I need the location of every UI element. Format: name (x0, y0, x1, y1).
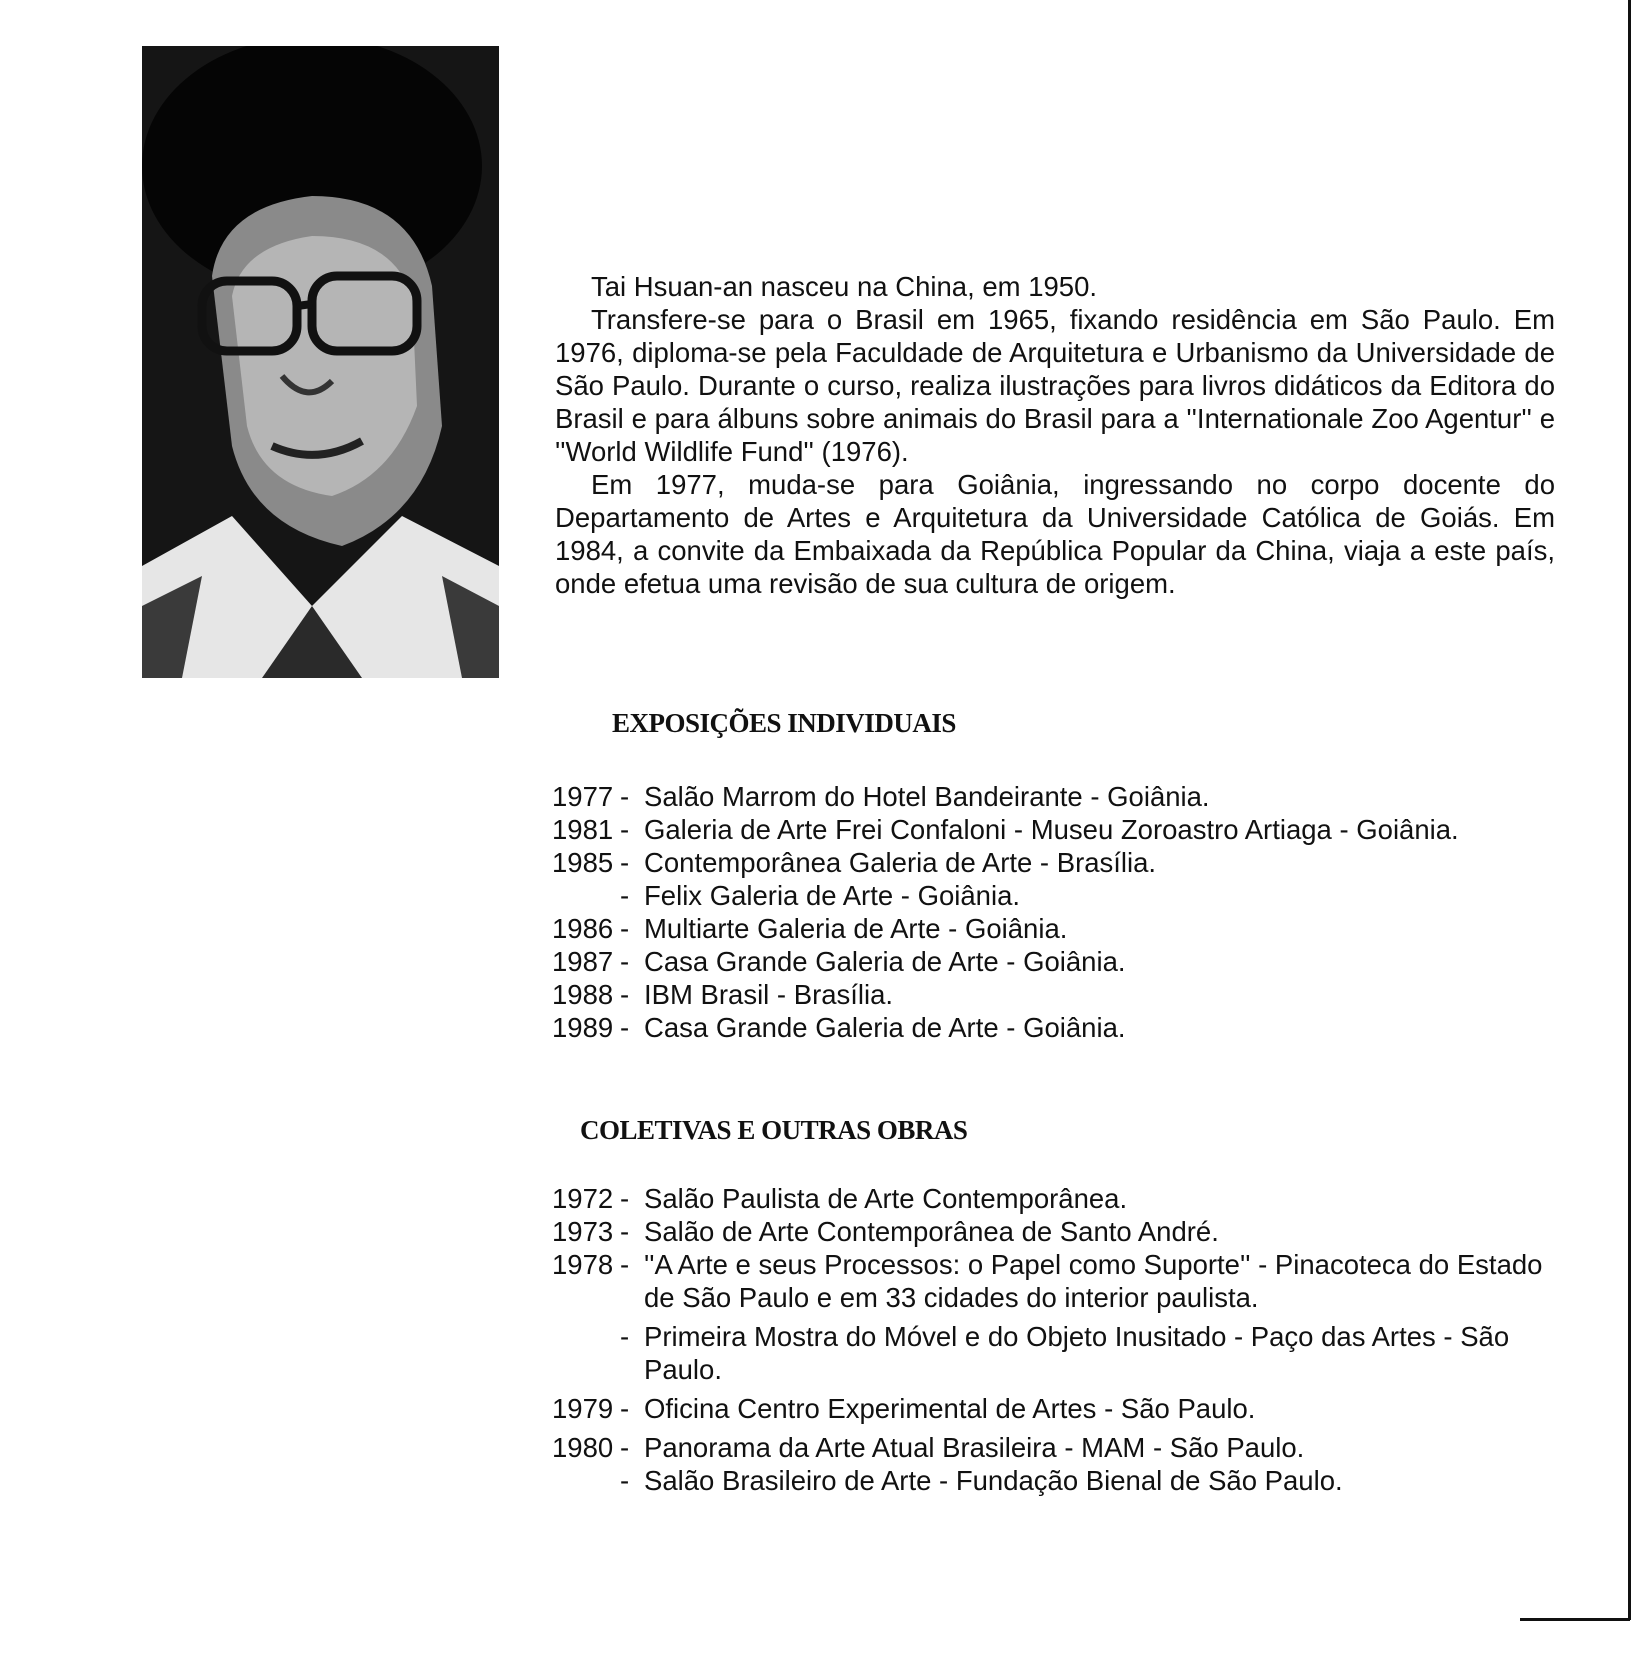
list-item: - Salão Brasileiro de Arte - Fundação Bienal de São Paulo. (552, 1464, 1562, 1497)
collective-exhibitions-heading: COLETIVAS E OUTRAS OBRAS (580, 1115, 968, 1145)
entry-year: 1980 (552, 1432, 614, 1463)
entry-year: 1989 (552, 1012, 614, 1043)
list-item: 1972 - Salão Paulista de Arte Contemporânea. (552, 1182, 1562, 1215)
biography (555, 270, 1555, 600)
entry-text: Felix Galeria de Arte - Goiânia. (644, 880, 1021, 911)
entry-year: 1981 (552, 814, 614, 845)
entry-text: Casa Grande Galeria de Arte - Goiânia. (644, 1012, 1126, 1043)
entry-text: Casa Grande Galeria de Arte - Goiânia. (644, 946, 1126, 977)
entry-text: IBM Brasil - Brasília. (644, 979, 894, 1010)
entry-text: Multiarte Galeria de Arte - Goiânia. (644, 913, 1068, 944)
entry-text: Contemporânea Galeria de Arte - Brasília. (644, 847, 1157, 878)
entry-year: 1987 (552, 946, 614, 977)
entry-year: 1988 (552, 979, 614, 1010)
artist-portrait-photo (142, 46, 499, 678)
list-item: 1977 - Salão Marrom do Hotel Bandeirante - Goiânia. (552, 780, 1562, 813)
entry-text: Oficina Centro Experimental de Artes - São Paulo. (644, 1393, 1256, 1424)
list-item: 1979 - Oficina Centro Experimental de Artes - São Paulo. (552, 1392, 1562, 1425)
list-item: 1978 - ''A Arte e seus Processos: o Papel como Suporte'' - Pinacoteca do Estado de São Paulo e em 33 cidades do interior paulista. (552, 1248, 1562, 1314)
list-item: 1988 - IBM Brasil - Brasília. (552, 978, 1562, 1011)
bio-paragraph: Tai Hsuan-an nasceu na China, em 1950. (591, 271, 1098, 302)
page-bottom-line (1520, 1618, 1630, 1621)
entry-year: 1978 (552, 1249, 614, 1280)
list-item: 1980 - Panorama da Arte Atual Brasileira - MAM - São Paulo. (552, 1431, 1562, 1464)
list-item: 1986 - Multiarte Galeria de Arte - Goiânia. (552, 912, 1562, 945)
individual-exhibitions-heading: EXPOSIÇÕES INDIVIDUAIS (612, 708, 956, 738)
list-item: 1985 - Contemporânea Galeria de Arte - Brasília. (552, 846, 1562, 879)
bio-paragraph: Em 1977, muda-se para Goiânia, ingressando no corpo docente do Departamento de Artes e Arquitetura da Universidade Católica de Goiás. Em 1984, a convite da Embaixada da República Popular da China, viaja a este país, onde efetua uma revisão de sua cultura de origem. (555, 469, 1555, 599)
collective-exhibitions-list (552, 1182, 1562, 1497)
entry-text: Salão de Arte Contemporânea de Santo André. (644, 1216, 1219, 1247)
entry-text: Salão Paulista de Arte Contemporânea. (644, 1183, 1128, 1214)
entry-text: Salão Marrom do Hotel Bandeirante - Goiânia. (644, 781, 1210, 812)
list-item: - Felix Galeria de Arte - Goiânia. (552, 879, 1562, 912)
entry-text: Salão Brasileiro de Arte - Fundação Bienal de São Paulo. (644, 1465, 1343, 1496)
page-edge-line (1628, 0, 1631, 1620)
individual-exhibitions-list (552, 780, 1562, 1044)
list-item: - Primeira Mostra do Móvel e do Objeto Inusitado - Paço das Artes - São Paulo. (552, 1320, 1562, 1386)
portrait-image (142, 46, 499, 678)
list-item: 1981 - Galeria de Arte Frei Confaloni - Museu Zoroastro Artiaga - Goiânia. (552, 813, 1562, 846)
entry-year: 1973 (552, 1216, 614, 1247)
list-item: 1973 - Salão de Arte Contemporânea de Santo André. (552, 1215, 1562, 1248)
entry-year: 1972 (552, 1183, 614, 1214)
entry-year: 1986 (552, 913, 614, 944)
entry-text: Galeria de Arte Frei Confaloni - Museu Zoroastro Artiaga - Goiânia. (644, 814, 1459, 845)
entry-text: Panorama da Arte Atual Brasileira - MAM - São Paulo. (644, 1432, 1305, 1463)
entry-text: ''A Arte e seus Processos: o Papel como Suporte'' - Pinacoteca do Estado de São Paulo e em 33 cidades do interior paulista. (644, 1249, 1543, 1313)
list-item: 1989 - Casa Grande Galeria de Arte - Goiânia. (552, 1011, 1562, 1044)
entry-year: 1977 (552, 781, 614, 812)
list-item: 1987 - Casa Grande Galeria de Arte - Goiânia. (552, 945, 1562, 978)
entry-year: 1985 (552, 847, 614, 878)
entry-year: 1979 (552, 1393, 614, 1424)
entry-text: Primeira Mostra do Móvel e do Objeto Inusitado - Paço das Artes - São Paulo. (644, 1321, 1510, 1385)
bio-paragraph: Transfere-se para o Brasil em 1965, fixando residência em São Paulo. Em 1976, diploma-se pela Faculdade de Arquitetura e Urbanismo da Universidade de São Paulo. Durante o curso, realiza ilustrações para livros didáticos da Editora do Brasil e para álbuns sobre animais do Brasil para a ''Internationale Zoo Agentur'' e ''World Wildlife Fund'' (1976). (555, 304, 1555, 467)
